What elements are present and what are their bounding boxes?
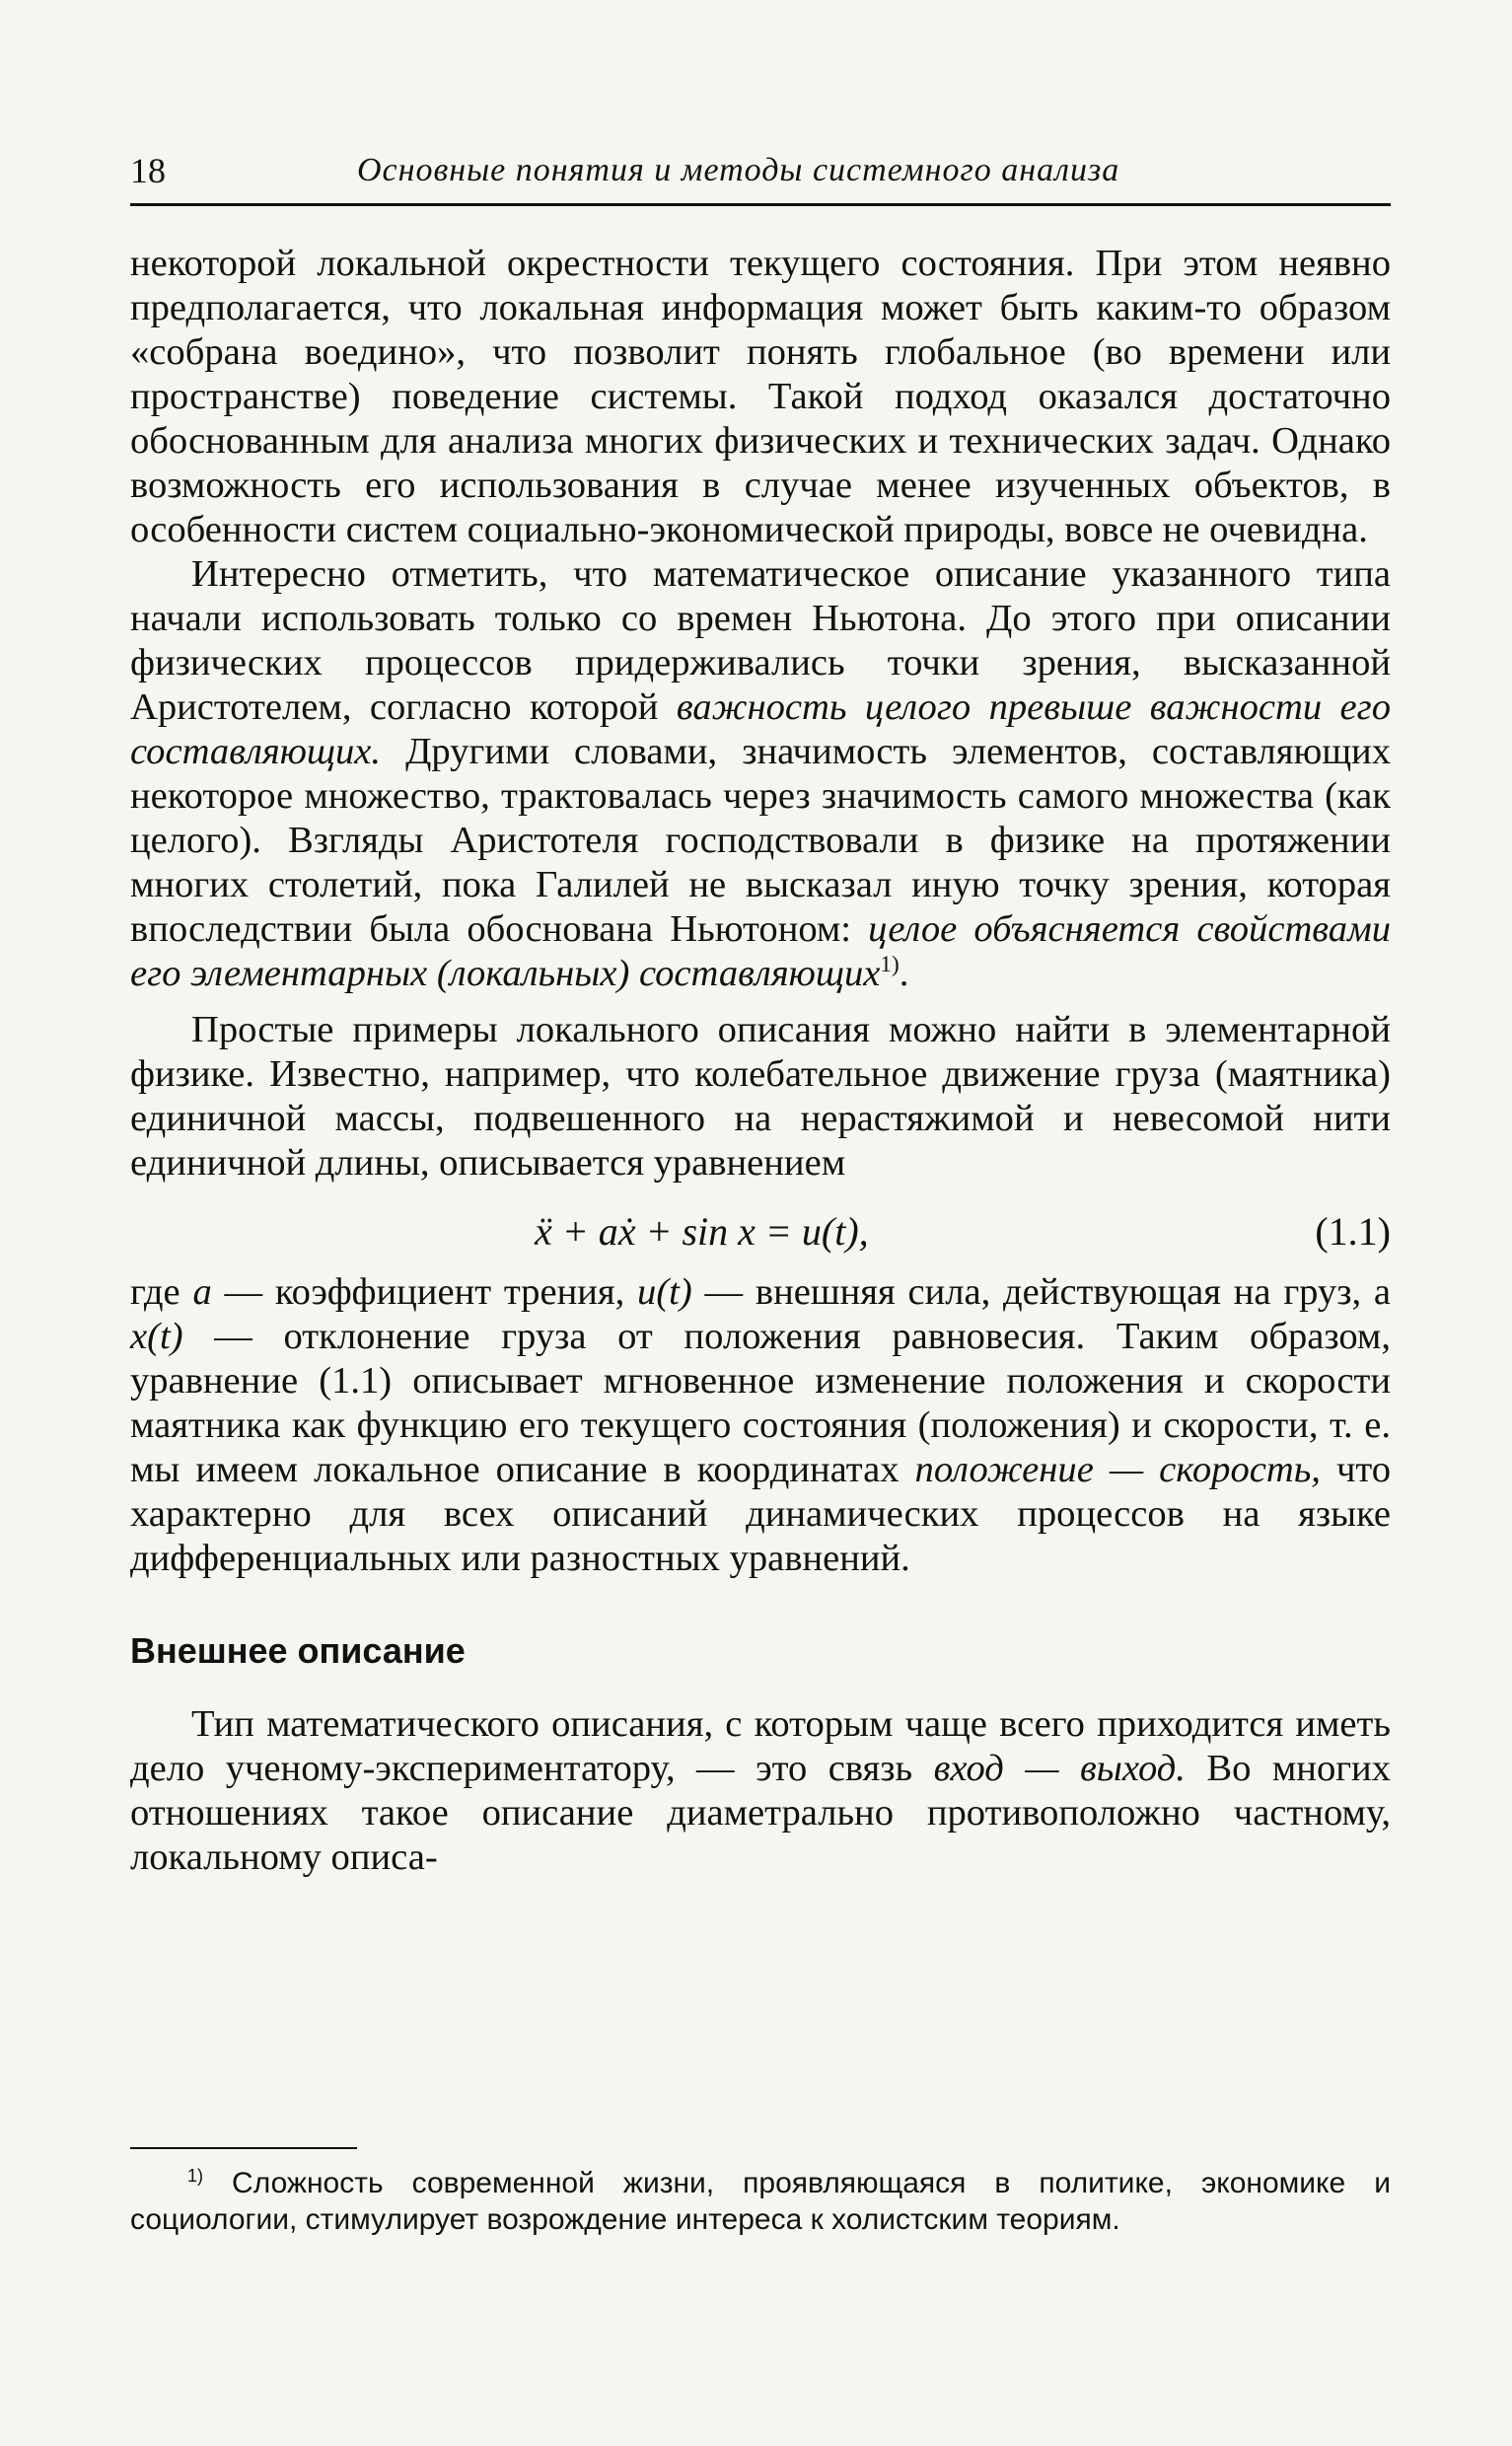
- running-title: Основные понятия и методы системного анализа: [357, 152, 1120, 188]
- footnote-divider: [130, 2147, 357, 2149]
- paragraph-2-text-a: Интересно отметить, что математическое описание указанного типа начали использовать только со времен Ньютона. До этого при описании физических процессов придерживались точки зрения, высказанной Аристотелем, согласно которой: [130, 553, 1391, 728]
- footnote-text: Сложность современной жизни, проявляющаяся в политике, экономике и социологии, стимулирует возрождение интереса к холистским теориям.: [130, 2167, 1391, 2236]
- equation-body: ẍ + aẋ + sin x = u(t),: [535, 1209, 869, 1254]
- footnote: [130, 2165, 1391, 2238]
- paragraph-3: Простые примеры локального описания можно найти в элементарной физике. Известно, например, что колебательное движение груза (маятника) единичной массы, подвешенного на нерастяжимой и невесомой нити единичной длины, описывается уравнением: [130, 1009, 1391, 1184]
- input-output-term: вход — выход.: [933, 1748, 1186, 1789]
- equation-number: (1.1): [1315, 1209, 1391, 1254]
- paragraph-2: [130, 552, 1391, 996]
- paragraph-5-text-b: Во многих отношениях такое описание диаметрально противоположно частному, локальному описа-: [130, 1748, 1391, 1878]
- page-body: [130, 242, 1391, 1880]
- paragraph-4-text-c: — внешняя сила, действующая на груз, а: [691, 1271, 1391, 1313]
- paragraph-4: [130, 1270, 1391, 1581]
- var-u-t: u(t): [637, 1271, 692, 1313]
- paragraph-5: [130, 1702, 1391, 1880]
- paragraph-4-text-b: — коэффициент трения,: [211, 1271, 638, 1313]
- paragraph-4-text-a: где: [130, 1271, 193, 1313]
- paragraph-4-text-e: что характерно для всех описаний динамических процессов на языке дифференциальных или разностных уравнений.: [130, 1449, 1391, 1579]
- footnote-mark: 1): [187, 2166, 204, 2186]
- paragraph-5-text-a: Тип математического описания, с которым чаще всего приходится иметь дело ученому-экспериментатору, — это связь: [130, 1703, 1391, 1789]
- footnote-reference: 1): [880, 952, 900, 978]
- page-header: [130, 148, 1391, 206]
- coordinates-term: положение — скорость,: [914, 1449, 1321, 1490]
- paragraph-2-text-b: Другими словами, значимость элементов, составляющих некоторое множество, трактовалась через значимость самого множества (как целого). Взгляды Аристотеля господствовали в физике на протяжении многих столетий, пока Галилей не высказал иную точку зрения, которая впоследствии была обоснована Ньютоном:: [130, 731, 1391, 950]
- var-a: a: [192, 1271, 212, 1313]
- equation-1-1: [130, 1205, 1391, 1260]
- paragraph-4-text-d: — отклонение груза от положения равновесия. Таким образом, уравнение (1.1) описывает мгновенное изменение положения и скорости маятника как функцию его текущего состояния (положения) и скорости, т. е. мы имеем локальное описание в координатах: [130, 1316, 1391, 1490]
- aristotle-principle: важность целого превыше важности его составляющих.: [130, 686, 1392, 772]
- var-x-t: x(t): [130, 1316, 183, 1357]
- paragraph-2-end: .: [899, 953, 909, 994]
- paragraph-1: некоторой локальной окрестности текущего состояния. При этом неявно предполагается, что локальная информация может быть каким-то образом «собрана воедино», что позволит понять глобальное (во времени или пространстве) поведение системы. Такой подход оказался достаточно обоснованным для анализа многих физических и технических задач. Однако возможность его использования в случае менее изученных объектов, в особенности систем социально-экономической природы, вовсе не очевидна.: [130, 243, 1391, 550]
- page-number: 18: [130, 151, 166, 190]
- newton-principle: целое объясняется свойствами его элементарных (локальных) составляющих: [130, 908, 1391, 994]
- section-heading: Внешнее описание: [130, 1630, 466, 1671]
